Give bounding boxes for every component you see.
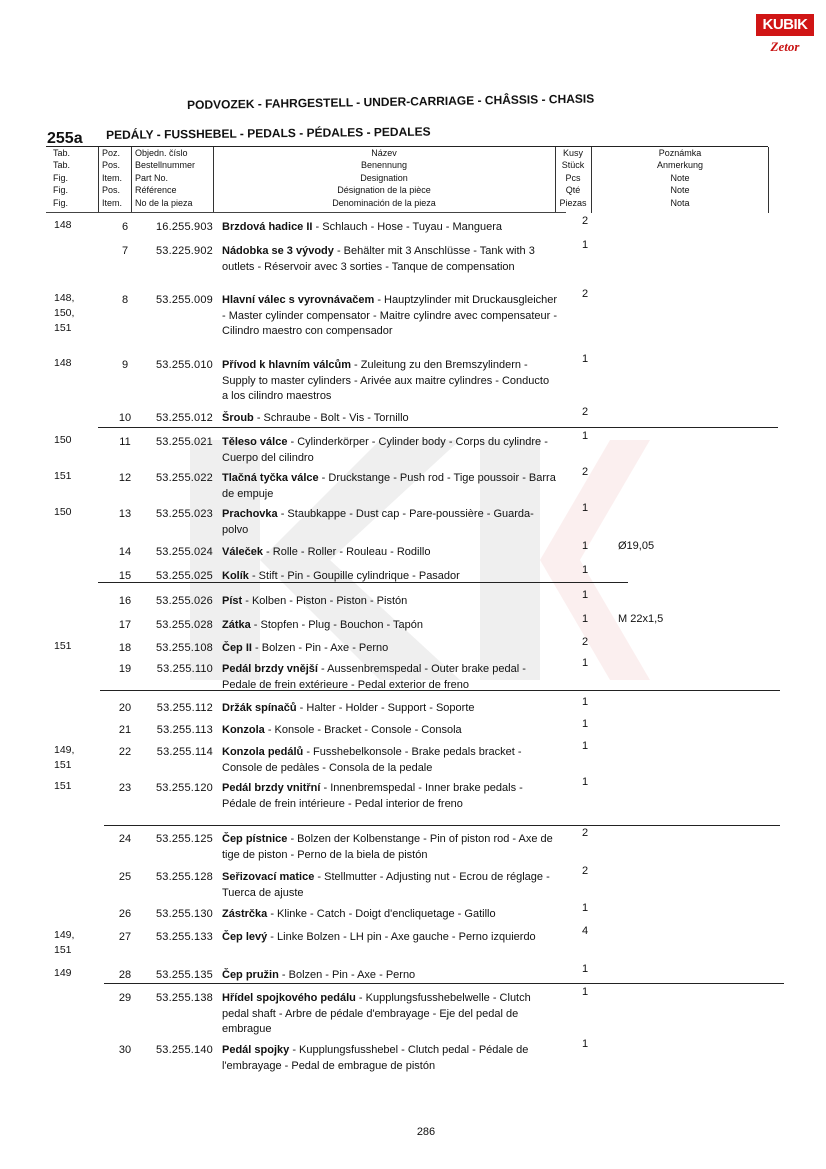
item-position: 25 <box>118 871 132 883</box>
item-position: 18 <box>118 642 132 654</box>
item-description <box>222 723 558 739</box>
part-number: 53.255.120 <box>155 782 213 794</box>
item-translations: - Bolzen der Kolbenstange - Pin of piston rod - Axe de tige de piston - Perno de la biela de pistón <box>222 833 553 861</box>
part-number: 53.255.012 <box>155 412 213 424</box>
item-name: Konzola pedálů <box>222 746 304 758</box>
item-quantity: 1 <box>581 613 589 625</box>
item-quantity: 1 <box>581 902 589 914</box>
item-quantity: 1 <box>581 1038 589 1050</box>
item-description <box>222 293 558 340</box>
item-quantity: 1 <box>581 589 589 601</box>
row-divider <box>104 825 780 826</box>
item-position: 7 <box>121 245 129 257</box>
part-number: 53.255.025 <box>155 570 213 582</box>
row-divider <box>98 427 778 428</box>
item-name: Držák spínačů <box>222 702 297 714</box>
item-description <box>222 411 558 427</box>
item-position: 22 <box>118 746 132 758</box>
row-divider <box>98 582 628 583</box>
item-translations: - Staubkappe - Dust cap - Pare-poussière - Guarda-polvo <box>222 508 534 536</box>
item-quantity: 1 <box>581 718 589 730</box>
item-position: 28 <box>118 969 132 981</box>
item-quantity: 1 <box>581 564 589 576</box>
fig-ref: 149 <box>54 967 72 979</box>
item-position: 20 <box>118 702 132 714</box>
item-description <box>222 870 558 901</box>
row-divider <box>100 690 780 691</box>
item-name: Seřizovací matice <box>222 871 315 883</box>
item-quantity: 2 <box>581 865 589 877</box>
item-description <box>222 220 558 236</box>
item-position: 16 <box>118 595 132 607</box>
part-number: 53.255.114 <box>156 746 213 758</box>
item-name: Tlačná tyčka válce <box>222 472 319 484</box>
zetor-logo-text: Zetor <box>770 39 800 54</box>
item-position: 8 <box>121 294 129 306</box>
section-title: PODVOZEK - FAHRGESTELL - UNDER-CARRIAGE - CHÂSSIS - CHASIS <box>187 91 595 112</box>
item-description <box>222 907 558 923</box>
item-description <box>222 701 558 717</box>
item-translations: - Konsole - Bracket - Console - Consola <box>264 724 462 736</box>
item-translations: - Fusshebelkonsole - Brake pedals bracket - Console de pedàles - Consola de la pedale <box>222 746 522 774</box>
item-position: 17 <box>118 619 132 631</box>
item-name: Pedál spojky <box>222 1044 290 1056</box>
item-description <box>222 594 558 610</box>
item-description <box>222 662 558 693</box>
part-number: 53.255.140 <box>155 1044 213 1056</box>
header-note: Poznámka Anmerkung Note Note Nota <box>591 147 769 213</box>
header-qty: Kusy Stück Pcs Qté Piezas <box>555 147 590 213</box>
item-note: Ø19,05 <box>618 540 655 552</box>
item-description <box>222 358 558 405</box>
part-number: 53.255.022 <box>155 472 213 484</box>
item-name: Hlavní válec s vyrovnávačem <box>222 294 375 306</box>
item-name: Váleček <box>222 546 263 558</box>
item-quantity: 2 <box>581 215 589 227</box>
fig-ref: 148 <box>54 219 72 231</box>
item-description <box>222 435 558 466</box>
part-number: 53.255.130 <box>155 908 213 920</box>
subsection-title: PEDÁLY - FUSSHEBEL - PEDALS - PÉDALES - PEDALES <box>106 124 431 142</box>
fig-ref: 151 <box>54 470 72 482</box>
item-position: 27 <box>118 931 132 943</box>
item-translations: - Schlauch - Hose - Tuyau - Manguera <box>312 221 503 233</box>
item-translations: - Kupplungsfusshebelwelle - Clutch pedal shaft - Arbre de pédale d'embrayage - Eje del pedal de embrague <box>222 992 531 1035</box>
item-position: 30 <box>118 1044 132 1056</box>
fig-ref: 149, 151 <box>54 744 75 771</box>
item-translations: - Innenbremspedal - Inner brake pedals - Pédale de frein intérieure - Pedal interior de freno <box>222 782 523 810</box>
row-divider <box>104 983 784 984</box>
item-position: 12 <box>118 472 132 484</box>
item-translations: - Kupplungsfusshebel - Clutch pedal - Pédale de l'embrayage - Pedal de embrague de pistón <box>222 1044 529 1072</box>
part-number: 53.255.138 <box>155 992 213 1004</box>
item-name: Pedál brzdy vnější <box>222 663 318 675</box>
item-position: 11 <box>119 436 131 448</box>
item-quantity: 1 <box>581 963 589 975</box>
fig-ref: 148, 150, 151 <box>54 292 75 334</box>
item-quantity: 4 <box>581 925 589 937</box>
item-translations: - Bolzen - Pin - Axe - Perno <box>278 969 416 981</box>
item-quantity: 1 <box>581 502 589 514</box>
item-quantity: 1 <box>581 740 589 752</box>
item-name: Pedál brzdy vnitřní <box>222 782 321 794</box>
item-name: Čep pružin <box>222 969 279 981</box>
part-number: 53.255.135 <box>155 969 213 981</box>
part-number: 53.225.902 <box>155 245 213 257</box>
item-quantity: 2 <box>581 466 589 478</box>
item-translations: - Druckstange - Push rod - Tige poussoir - Barra de empuje <box>222 472 556 500</box>
item-name: Kolík <box>222 570 249 582</box>
item-description <box>222 745 558 776</box>
item-position: 9 <box>121 359 129 371</box>
fig-ref: 151 <box>54 780 72 792</box>
part-number: 53.255.026 <box>155 595 213 607</box>
item-name: Píst <box>222 595 243 607</box>
header-part-number: Objedn. číslo Bestellnummer Part No. Référence No de la pieza <box>131 147 215 213</box>
item-position: 23 <box>118 782 132 794</box>
item-description <box>222 471 558 502</box>
part-number: 53.255.010 <box>155 359 213 371</box>
fig-ref: 150 <box>54 506 72 518</box>
item-position: 10 <box>118 412 132 424</box>
part-number: 53.255.112 <box>156 702 213 714</box>
item-quantity: 2 <box>581 406 589 418</box>
item-translations: - Zuleitung zu den Bremszylindern - Supply to master cylinders - Arivée aux maitre cylindres - Conducto a los cilindro maestros <box>222 359 550 402</box>
item-description <box>222 832 558 863</box>
item-quantity: 1 <box>581 430 589 442</box>
page-number: 286 <box>416 1126 436 1138</box>
item-position: 21 <box>118 724 132 736</box>
item-quantity: 1 <box>581 986 589 998</box>
item-position: 29 <box>118 992 132 1004</box>
item-position: 24 <box>118 833 132 845</box>
item-name: Brzdová hadice II <box>222 221 313 233</box>
item-quantity: 1 <box>581 540 589 552</box>
item-quantity: 2 <box>581 827 589 839</box>
item-name: Čep II <box>222 642 252 654</box>
item-translations: - Halter - Holder - Support - Soporte <box>296 702 475 714</box>
item-position: 14 <box>118 546 132 558</box>
item-translations: - Rolle - Roller - Rouleau - Rodillo <box>262 546 431 558</box>
item-name: Nádobka se 3 vývody <box>222 245 334 257</box>
part-number: 53.255.133 <box>155 931 213 943</box>
item-name: Čep levý <box>222 931 268 943</box>
item-position: 6 <box>121 221 129 233</box>
fig-ref: 150 <box>54 434 72 446</box>
item-description <box>222 545 558 561</box>
item-name: Hřídel spojkového pedálu <box>222 992 356 1004</box>
item-translations: - Stift - Pin - Goupille cylindrique - Pasador <box>248 570 460 582</box>
part-number: 53.255.009 <box>155 294 213 306</box>
header-pos: Poz. Pos. Item. Pos. Item. <box>98 147 132 213</box>
item-translations: - Bolzen - Pin - Axe - Perno <box>251 642 389 654</box>
fig-ref: 148 <box>54 357 72 369</box>
item-name: Šroub <box>222 412 254 424</box>
item-description <box>222 244 558 275</box>
item-description <box>222 1043 558 1074</box>
item-name: Konzola <box>222 724 265 736</box>
item-name: Zástrčka <box>222 908 268 920</box>
subsection-number: 255a <box>47 130 83 147</box>
item-translations: - Kolben - Piston - Piston - Pistón <box>242 595 408 607</box>
item-quantity: 1 <box>581 696 589 708</box>
item-quantity: 1 <box>581 657 589 669</box>
part-number: 53.255.024 <box>155 546 213 558</box>
item-translations: - Stellmutter - Adjusting nut - Ecrou de réglage - Tuerca de ajuste <box>222 871 550 899</box>
item-quantity: 2 <box>581 636 589 648</box>
item-description <box>222 968 558 984</box>
part-number: 53.255.108 <box>155 642 213 654</box>
item-translations: - Linke Bolzen - LH pin - Axe gauche - Perno izquierdo <box>267 931 536 943</box>
item-name: Čep pístnice <box>222 833 288 845</box>
item-note: M 22x1,5 <box>618 613 664 625</box>
item-translations: - Stopfen - Plug - Bouchon - Tapón <box>250 619 423 631</box>
item-name: Zátka <box>222 619 251 631</box>
item-description <box>222 781 558 812</box>
part-number: 53.255.023 <box>155 508 213 520</box>
item-name: Těleso válce <box>222 436 288 448</box>
item-position: 13 <box>118 508 132 520</box>
part-number: 53.255.128 <box>155 871 213 883</box>
item-translations: - Aussenbremspedal - Outer brake pedal - Pedale de frein extérieure - Pedal exterior de freno <box>222 663 526 691</box>
item-description <box>222 930 558 946</box>
header-name: Název Benennung Designation Désignation de la pièce Denominación de la pieza <box>213 147 554 213</box>
item-name: Přívod k hlavním válcům <box>222 359 351 371</box>
item-translations: - Klinke - Catch - Doigt d'encliquetage - Gatillo <box>267 908 496 920</box>
header-tab: Tab. Tab. Fig. Fig. Fig. <box>53 148 71 208</box>
part-number: 53.255.021 <box>155 436 213 448</box>
item-description <box>222 641 558 657</box>
item-translations: - Hauptzylinder mit Druckausgleicher - Master cylinder compensator - Maitre cylindre avec compensateur - Cilindro maestro con compensador <box>222 294 558 337</box>
item-description <box>222 618 558 634</box>
part-number: 16.255.903 <box>155 221 213 233</box>
part-number: 53.255.113 <box>156 724 213 736</box>
item-quantity: 1 <box>581 353 589 365</box>
fig-ref: 151 <box>54 640 72 652</box>
item-translations: - Behälter mit 3 Anschlüsse - Tank with 3 outlets - Réservoir avec 3 sorties - Tanque de compensation <box>222 245 535 273</box>
kubik-logo-text: KUBIK <box>762 16 808 33</box>
item-position: 26 <box>118 908 132 920</box>
item-translations: - Cylinderkörper - Cylinder body - Corps du cylindre - Cuerpo del cilindro <box>222 436 548 464</box>
part-number: 53.255.110 <box>156 663 213 675</box>
item-description <box>222 991 558 1038</box>
item-translations: - Schraube - Bolt - Vis - Tornillo <box>253 412 409 424</box>
fig-ref: 149, 151 <box>54 929 75 956</box>
item-position: 15 <box>118 570 132 582</box>
item-name: Prachovka <box>222 508 278 520</box>
part-number: 53.255.125 <box>155 833 213 845</box>
item-quantity: 1 <box>581 776 589 788</box>
item-description <box>222 507 558 538</box>
part-number: 53.255.028 <box>155 619 213 631</box>
item-position: 19 <box>118 663 132 675</box>
item-quantity: 1 <box>581 239 589 251</box>
item-quantity: 2 <box>581 288 589 300</box>
